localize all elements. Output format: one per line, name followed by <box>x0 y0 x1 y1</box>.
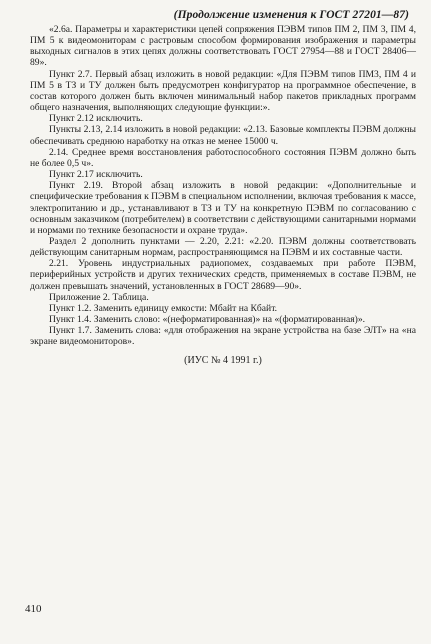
document-body <box>30 24 416 366</box>
paragraph: «2.6а. Параметры и характеристики цепей сопряжения ПЭВМ типов ПМ 2, ПМ 3, ПМ 4, ПМ 5 к видеомониторам с растровым способом формирования изображения и параметры выходных сигналов в этих цепях должны соответствовать ГОСТ 27954—88 и ГОСТ 28406—89». <box>30 24 416 69</box>
paragraph: 2.14. Среднее время восстановления работоспособного состояния ПЭВМ должно быть не более 0,5 ч». <box>30 146 416 169</box>
paragraph: Пункты 2.13, 2.14 изложить в новой редакции: «2.13. Базовые комплекты ПЭВМ должны обеспечивать среднюю наработку на отказ не менее 15000 ч. <box>30 124 416 147</box>
paragraph: Пункт 2.19. Второй абзац изложить в новой редакции: «Дополнительные и специфические требования к ПЭВМ в специальном исполнении, включая требования к массе, электропитанию и др., устанавливают в ТЗ и ТУ на конкретную ПЭВМ по согласованию с основным заказчиком (потребителем) в соответствии с действующими санитарными нормами и нормами по технике безопасности и охране труда». <box>30 180 416 236</box>
page-number: 410 <box>25 603 42 615</box>
page-header: (Продолжение изменения к ГОСТ 27201—87) <box>173 9 409 21</box>
paragraph: Пункт 1.4. Заменить слово: «(неформатированная)» на «(форматированная)». <box>49 314 366 326</box>
paragraph: Пункт 1.7. Заменить слова: «для отображения на экране устройства на базе ЭЛТ» на «на экране видеомониторов». <box>30 325 416 348</box>
paragraph: Приложение 2. Таблица. <box>49 291 149 303</box>
paragraph: Пункт 2.7. Первый абзац изложить в новой редакции: «Для ПЭВМ типов ПМ3, ПМ 4 и ПМ 5 в ТЗ и ТУ должен быть предусмотрен конфигуратор на программное обеспечение, в состав которого должен быть включен минимальный набор пакетов прикладных программ общего назначения, выполняющих следующие функции:». <box>30 68 416 114</box>
source-note: (ИУС № 4 1991 г.) <box>184 354 262 366</box>
paragraph: Раздел 2 дополнить пунктами — 2.20, 2.21: «2.20. ПЭВМ должны соответствовать действующим санитарным нормам, распространяющимся на ПЭВМ и их составные части. <box>30 235 416 259</box>
paragraph: Пункт 2.12 исключить. <box>49 113 143 125</box>
paragraph: Пункт 1.2. Заменить единицу емкости: Мбайт на Кбайт. <box>49 302 278 314</box>
paragraph: 2.21. Уровень индустриальных радиопомех, создаваемых при работе ПЭВМ, периферийных устройств и других технических средств, применяемых в составе ПЭВМ, не должен превышать значений, установленных в ГОСТ 28689—90». <box>30 258 416 292</box>
paragraph: Пункт 2.17 исключить. <box>49 169 143 181</box>
